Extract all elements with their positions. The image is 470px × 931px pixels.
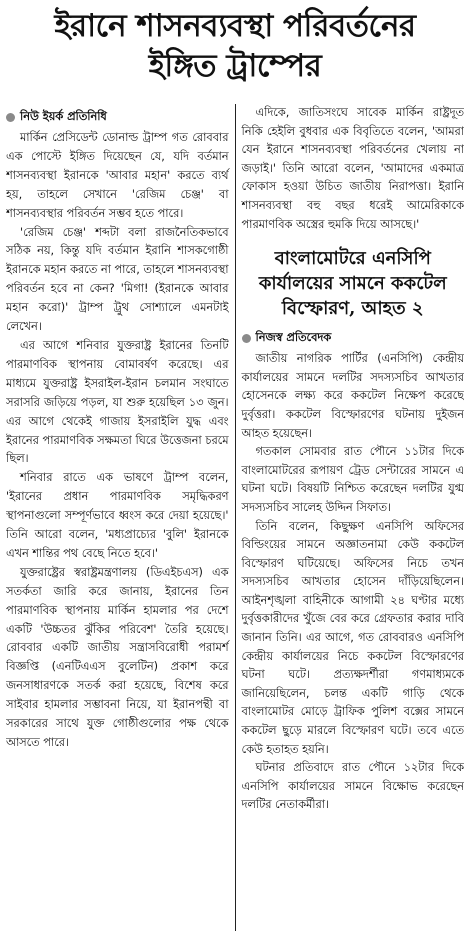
article1-continued-paragraph: এদিকে, জাতিসংঘে সাবেক মার্কিন রাষ্ট্রদূত নিকি হেইলি বুধবার এক বিবৃতিতে বলেন, 'আমরা যেন ইরানে শাসনব্যবস্থা পরিবর্তনের খেলায় না জড়াই।' তিনি আরো বলেন, 'আমাদের একমাত্র ফোকাস হওয়া উচিত জাতীয় নিরাপত্তা। ইরানি শাসনব্যবস্থা বহু বছর ধরেই আমেরিকাকে পারমাণবিক অস্ত্রের হুমকি দিয়ে আসছে।': [241, 106, 464, 231]
main-headline-line-1: ইরানে শাসনব্যবস্থা পরিবর্তনের: [54, 8, 416, 44]
article-columns: [6, 104, 464, 931]
article2-headline-line-1: বাংলামোটরে এনসিপি: [274, 248, 431, 270]
main-headline: [0, 0, 470, 86]
article2-paragraph: ঘটনার প্রতিবাদে রাত পৌনে ১২টার দিকে এনসিপি কার্যালয়ের সামনে বিক্ষোভ করেছেন দলটির নেতাকর্মীরা।: [241, 761, 464, 812]
byline-text: নিজস্ব প্রতিবেদক: [255, 331, 332, 345]
article1-paragraph: মার্কিন প্রেসিডেন্ট ডোনাল্ড ট্রাম্প গত রোববার এক পোস্টে ইঙ্গিত দিয়েছেন যে, যদি বর্তমান শাসনব্যবস্থা ইরানকে 'আবার মহান' করতে ব্যর্থ হয়, তাহলে সেখানে 'রেজিম চেঞ্জ' বা শাসনব্যবস্থার পরিবর্তন সম্ভব হতে পারে।: [6, 131, 229, 220]
byline-bullet-icon: [6, 113, 15, 122]
right-column: [236, 104, 465, 931]
article2-headline: [242, 246, 465, 321]
article2-headline-line-3: বিস্ফোরণ, আহত ২: [281, 298, 424, 320]
left-column: [6, 104, 236, 931]
main-headline-line-2: ইঙ্গিত ট্রাম্পের: [148, 48, 322, 84]
article2-paragraph: জাতীয় নাগরিক পার্টির (এনসিপি) কেন্দ্রীয় কার্যালয়ের সামনে দলটির সদস্যসচিব আখতার হোসেনকে লক্ষ্য করে ককটেল নিক্ষেপ করেছে দুর্বৃত্তরা। ককটেল বিস্ফোরণের ঘটনায় দুইজন আহত হয়েছেন।: [241, 352, 464, 440]
article2-paragraph: তিনি বলেন, কিছুক্ষণ এনসিপি অফিসের বিল্ডিংয়ের সামনে অজ্ঞাতনামা কেউ ককটেল বিস্ফোরণ ঘটিয়েছে। অফিসের নিচে তখন সদস্যসচিব আখতার হোসেন দাঁড়িয়েছিলেন। আইনশৃঙ্খলা বাহিনীকে আগামী ২৪ ঘণ্টার মধ্যে দুর্বৃত্তকারীদের খুঁজে বের করে গ্রেফতার করার দাবি জানান তিনি। এর আগে, গত রোববারও এনসিপি কেন্দ্রীয় কার্যালয়ের নিচে ককটেল বিস্ফোরণের ঘটনা ঘটে। প্রত্যক্ষদর্শীরা গণমাধ্যমকে জানিয়েছিলেন, চলন্ত একটি গাড়ি থেকে বাংলামোটর মোড়ে ট্রাফিক পুলিশ বক্সের সামনে ককটেল ছুড়ে মারলে বিস্ফোরণ ঘটে। তবে এতে কেউ হতাহত হয়নি।: [241, 519, 464, 756]
article1-paragraph: যুক্তরাষ্ট্রের স্বরাষ্ট্রমন্ত্রণালয় (ডিএইচএস) এক সতর্কতা জারি করে জানায়, ইরানের তিন পারমাণবিক স্থাপনায় মার্কিন হামলার পর দেশে একটি 'উচ্চতর ঝুঁকির পরিবেশ' তৈরি হয়েছে। রোববার একটি জাতীয় সন্ত্রাসবিরোধী পরামর্শ বিজ্ঞপ্তি (এনটিএএস বুলেটিন) প্রকাশ করে জনসাধারণকে সতর্ক করা হয়েছে, বিশেষ করে সাইবার হামলার সম্ভাবনা নিয়ে, যা ইরানপন্থী বা সরকারের সাথে যুক্ত গোষ্ঠীগুলোর পক্ষ থেকে আসতে পারে।: [6, 565, 229, 749]
byline-staff: [242, 329, 465, 348]
article2-headline-line-2: কার্যালয়ের সামনে ককটেল: [258, 273, 447, 295]
article1-paragraph: শনিবার রাতে এক ভাষণে ট্রাম্প বলেন, 'ইরানের প্রধান পারমাণবিক সমৃদ্ধিকরণ স্থাপনাগুলো সম্পূর্ণভাবে ধ্বংস করে দেয়া হয়েছে।' তিনি আরো বলেন, 'মধ্যপ্রাচ্যের 'বুলি' ইরানকে এখন শান্তির পথ বেছে নিতে হবে।': [6, 471, 229, 560]
article2-paragraph: গতকাল সোমবার রাত পৌনে ১১টার দিকে বাংলামোটরের রূপায়ণ ট্রেড সেন্টারের সামনে এ ঘটনা ঘটে। বিষয়টি নিশ্চিত করেছেন দলটির যুগ্ম সদস্যসচিব সালেহ উদ্দিন সিফাত।: [241, 445, 464, 514]
byline-text: নিউ ইয়র্ক প্রতিনিধি: [20, 110, 107, 123]
article1-paragraph: এর আগে শনিবার যুক্তরাষ্ট্র ইরানের তিনটি পারমাণবিক স্থাপনায় বোমাবর্ষণ করেছে। এর মাধ্যমে যুক্তরাষ্ট্র ইসরাইল-ইরান চলমান সংঘাতে সরাসরি জড়িয়ে পড়ল, যা শুরু হয়েছিল ১৩ জুন। এর আগে থেকেই গাজায় ইসরাইলি যুদ্ধ এবং ইরানের পারমাণবিক সক্ষমতা ঘিরে উত্তেজনা চরমে ছিল।: [6, 338, 229, 466]
article1-paragraph: 'রেজিম চেঞ্জ' শব্দটা বলা রাজনৈতিকভাবে সঠিক নয়, কিন্তু যদি বর্তমান ইরানি শাসকগোষ্ঠী ইরানকে মহান করতে না পারে, তাহলে শাসনব্যবস্থা পরিবর্তন হবে না কেন? 'মিগা! (ইরানকে আবার মহান করো)' ট্রাম্প ট্রুথ সোশ্যালে এমনটাই লেখেন।: [6, 225, 229, 334]
byline-newyork: [6, 108, 229, 127]
byline-bullet-icon: [242, 334, 251, 343]
